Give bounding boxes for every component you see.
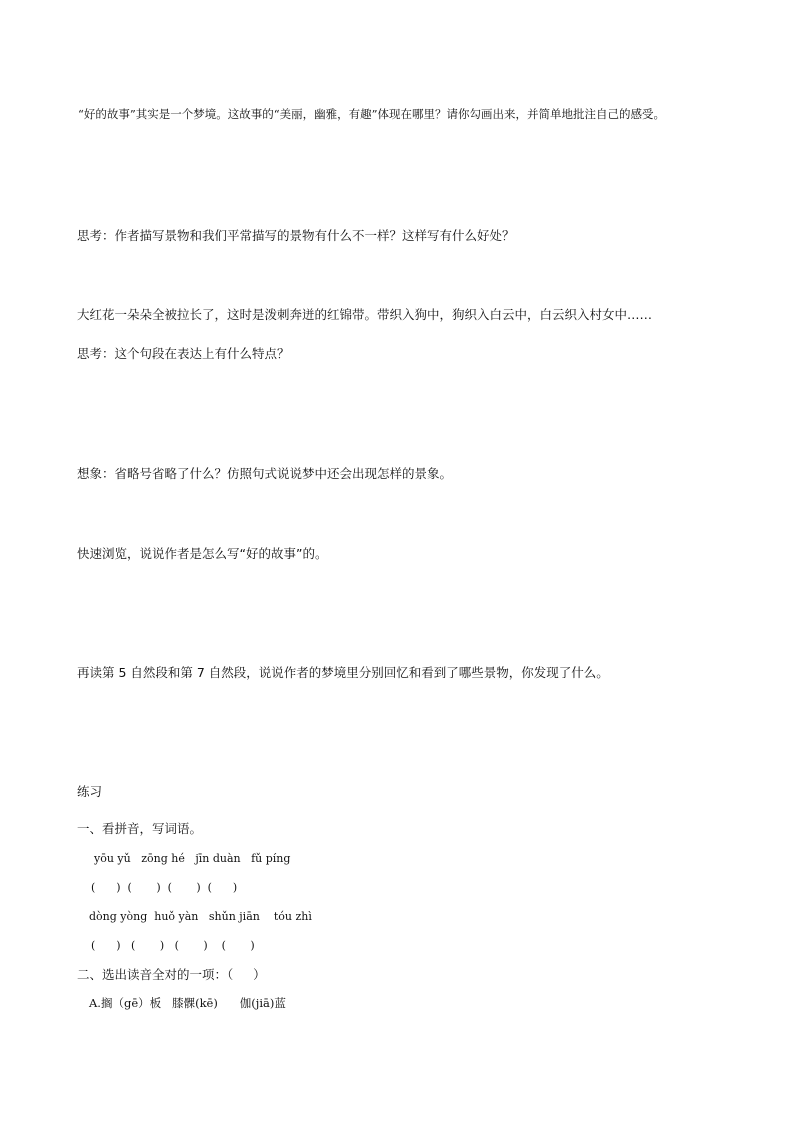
practice-heading: 练习 bbox=[77, 784, 103, 799]
question-quick-browse: 快速浏览，说说作者是怎么写“好的故事”的。 bbox=[77, 546, 328, 561]
section-one-heading: 一、看拼音，写词语。 bbox=[77, 821, 203, 836]
answer-blanks-row-2: ( ) ( ) ( ) ( ) bbox=[91, 939, 255, 952]
question-dream-beauty: “好的故事”其实是一个梦境。这故事的“美丽，幽雅，有趣”体现在哪里？请你勾画出来，并简单地批注自己的感受。 bbox=[78, 107, 666, 121]
question-reread-paragraphs: 再读第 5 自然段和第 7 自然段，说说作者的梦境里分别回忆和看到了哪些景物，你发现了什么。 bbox=[77, 665, 609, 680]
pinyin-row-1: yōu yǔ zōng hé jīn duàn fǔ píng bbox=[94, 852, 291, 865]
option-a: A.搁（gē）板 膝髁(kē) 伽(jiā)蓝 bbox=[89, 996, 286, 1010]
pinyin-row-2: dòng yòng huǒ yàn shǔn jiān tóu zhì bbox=[89, 910, 312, 923]
question-scenery-difference: 思考：作者描写景物和我们平常描写的景物有什么不一样？这样写有什么好处？ bbox=[77, 228, 515, 243]
question-sentence-features: 思考：这个句段在表达上有什么特点？ bbox=[77, 346, 290, 361]
excerpt-red-flowers: 大红花一朵朵全被拉长了，这时是泼刺奔迸的红锦带。带织入狗中，狗织入白云中，白云织入村女中…… bbox=[77, 307, 653, 322]
answer-blanks-row-1: ( ) ( ) ( ) ( ) bbox=[91, 881, 238, 894]
question-imagine-ellipsis: 想象：省略号省略了什么？仿照句式说说梦中还会出现怎样的景象。 bbox=[77, 466, 453, 481]
section-two-heading: 二、选出读音全对的一项：（ ） bbox=[77, 967, 266, 982]
